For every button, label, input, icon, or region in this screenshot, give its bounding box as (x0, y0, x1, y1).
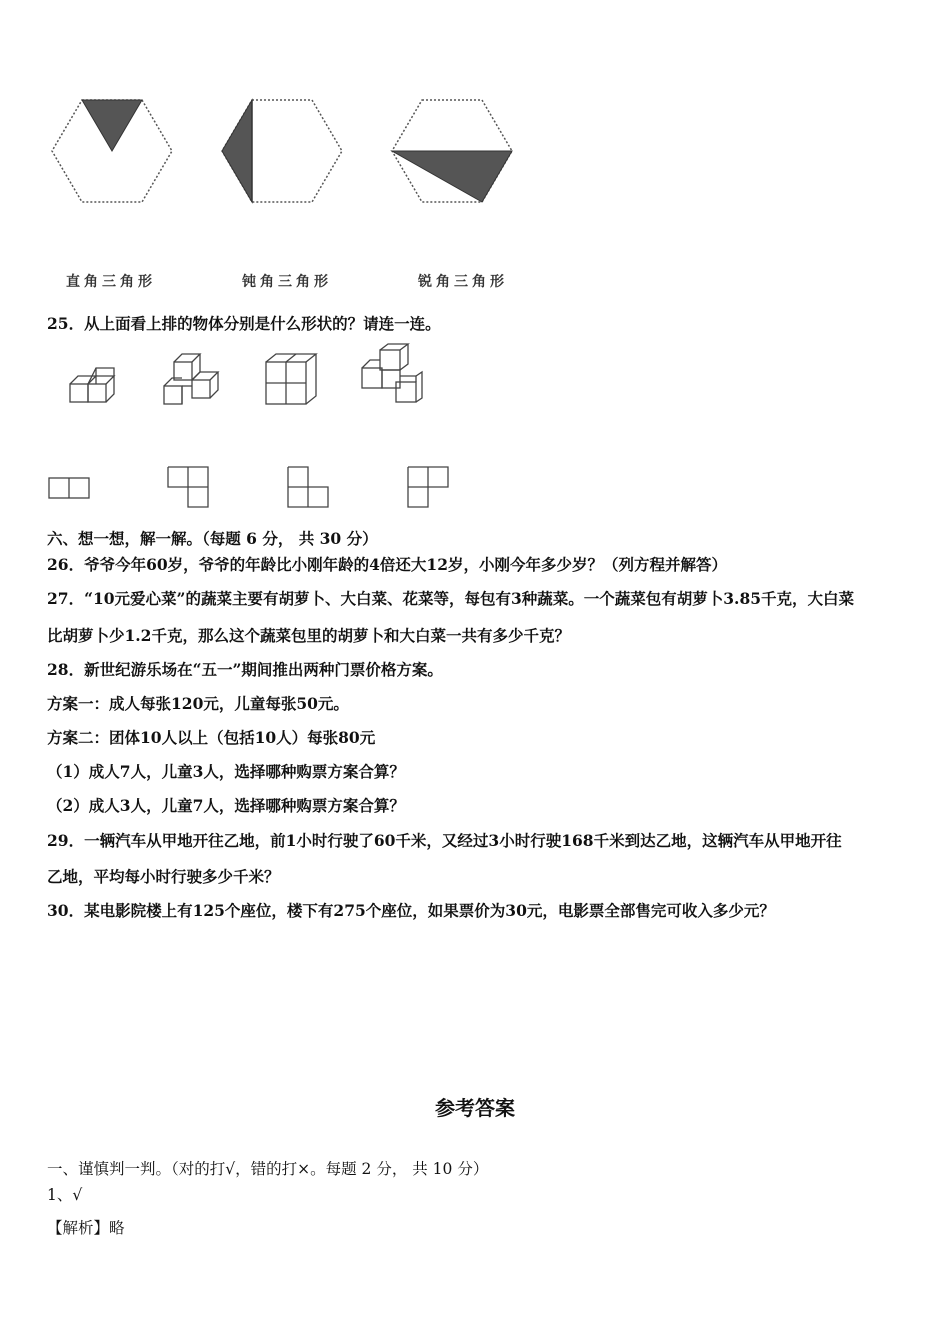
hexagon-acute-triangle (390, 98, 515, 206)
answer-analysis: 【解析】略 (47, 1219, 125, 1237)
question-29-line2: 乙地，平均每小时行驶多少千米？ (47, 867, 280, 886)
question-29-line1: 29．一辆汽车从甲地开往乙地，前1小时行驶了60千米，又经过3小时行驶168千米到达乙地，这辆汽车从甲地开往 (47, 831, 842, 850)
cube-figure-4 (358, 342, 424, 406)
question-26: 26．爷爷今年60岁，爷爷的年龄比小刚年龄的4倍还大12岁，小刚今年多少岁？（列方程并解答） (47, 555, 727, 574)
cube-figure-1 (68, 366, 124, 406)
answers-section-1: 一、谨慎判一判。（对的打√，错的打×。每题 2 分， 共 10 分） (47, 1160, 489, 1178)
top-view-4 (406, 465, 452, 511)
question-27-line2: 比胡萝卜少1.2千克，那么这个蔬菜包里的胡萝卜和大白菜一共有多少千克？ (47, 626, 570, 645)
question-30: 30．某电影院楼上有125个座位，楼下有275个座位，如果票价为30元，电影票全部售完可收入多少元？ (47, 901, 775, 920)
answer-item-1: 1、√ (47, 1186, 83, 1204)
section-6-heading: 六、想一想，解一解。（每题 6 分， 共 30 分） (47, 529, 378, 548)
hexagon-obtuse-triangle (220, 98, 345, 206)
question-28-sub2: （2）成人3人，儿童7人，选择哪种购票方案合算？ (47, 796, 405, 815)
question-27-line1: 27．“10元爱心菜”的蔬菜主要有胡萝卜、大白菜、花菜等，每包有3种蔬菜。一个蔬菜包有胡萝卜3.85千克，大白菜 (47, 589, 855, 608)
label-obtuse-triangle: 钝角三角形 (242, 274, 332, 290)
question-28-sub1: （1）成人7人，儿童3人，选择哪种购票方案合算？ (47, 762, 405, 781)
label-acute-triangle: 锐角三角形 (418, 274, 508, 290)
question-28-plan2: 方案二：团体10人以上（包括10人）每张80元 (47, 728, 376, 747)
top-view-2 (166, 465, 212, 511)
hexagon-right-triangle (50, 98, 175, 206)
question-28-plan1: 方案一：成人每张120元，儿童每张50元。 (47, 694, 349, 713)
answers-title: 参考答案 (435, 1096, 515, 1120)
top-view-1 (48, 476, 92, 500)
top-view-3 (286, 465, 332, 511)
cube-figure-2 (162, 350, 226, 408)
question-25: 25．从上面看上排的物体分别是什么形状的？请连一连。 (47, 314, 441, 333)
question-28-line1: 28．新世纪游乐场在“五一”期间推出两种门票价格方案。 (47, 660, 443, 679)
cube-figure-3 (264, 352, 324, 408)
label-right-triangle: 直角三角形 (66, 274, 156, 290)
